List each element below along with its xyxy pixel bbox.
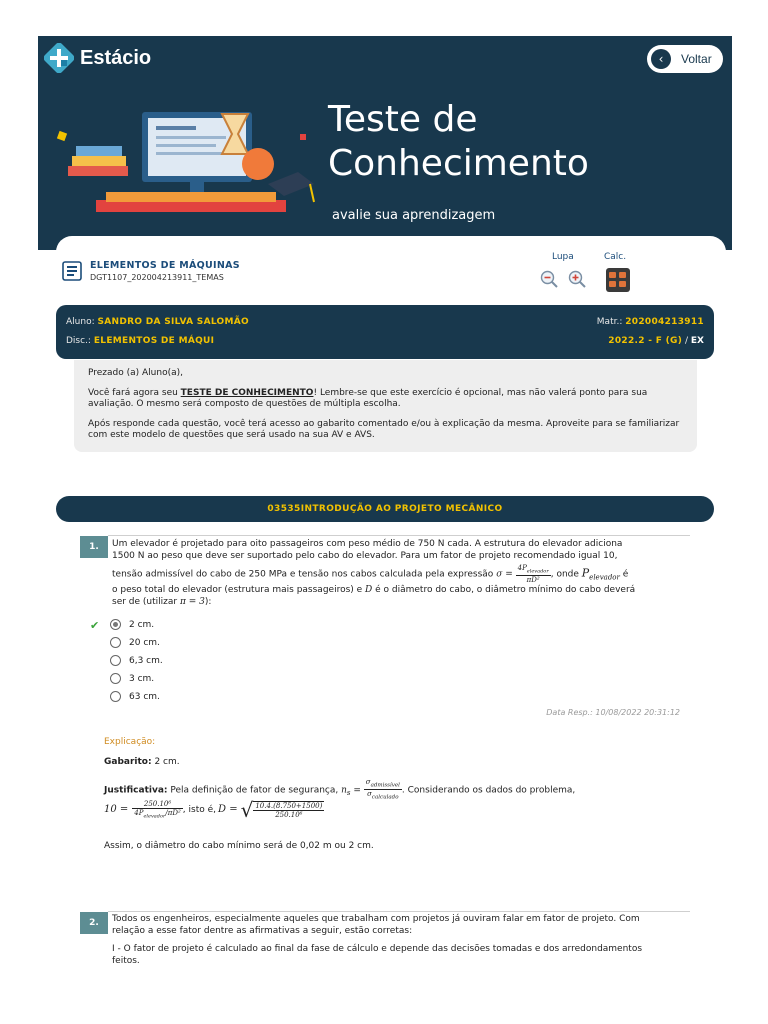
- gabarito-line: [104, 756, 180, 768]
- q1-option-2[interactable]: [110, 637, 160, 648]
- eq2-root-num: 10.4.(8.750+1500): [255, 802, 323, 811]
- ns-symbol: n: [341, 785, 347, 796]
- student-row-2: [66, 336, 704, 346]
- back-button[interactable]: [647, 45, 723, 73]
- q1-pi: π = 3: [179, 597, 205, 608]
- conclusion: Assim, o diâmetro do cabo mínimo será de 0,02 m ou 2 cm.: [104, 841, 374, 851]
- eq2-lhs: 10 =: [104, 804, 129, 816]
- q1-d-symbol: D: [365, 585, 373, 596]
- eq2-den-b: /πD²: [165, 809, 181, 817]
- eq2-num: 250.10⁶: [132, 800, 183, 809]
- q2-item-1-line-1: I - O fator de projeto é calculado ao final da fase de cálculo e depende das decisões tomadas e dos arredondamentos: [112, 944, 643, 954]
- q1-option-5[interactable]: [110, 691, 160, 702]
- question-2-divider: [108, 911, 690, 912]
- equation-line: [104, 798, 704, 823]
- q1-line-2: 1500 N ao peso que deve ser suportado pelo cabo do elevador. Para um fator de projeto recomendado igual 10,: [112, 551, 618, 561]
- course-name: ELEMENTOS DE MÁQUINAS: [90, 260, 240, 271]
- sf-den: σ: [367, 790, 372, 799]
- q1-frac-num: 4P: [517, 564, 527, 572]
- intro-p1-after: ! Lembre-se que este exercício é opcional, mas não valerá ponto para sua avaliação. O mesmo será composto de questões de múltipla escolha.: [88, 387, 648, 409]
- question-2-number: 2.: [80, 912, 108, 934]
- gabarito-value: 2 cm.: [151, 757, 180, 767]
- justification-text-a: Pela definição de fator de segurança,: [167, 785, 342, 796]
- q1-option-1[interactable]: [110, 619, 154, 630]
- sf-num-sub: admissível: [370, 782, 400, 789]
- q1-line-4-a: o peso total do elevador (estrutura mais passageiros) e: [112, 585, 366, 596]
- q1-line-5-b: ):: [204, 597, 212, 608]
- q2-item-1-line-2: feitos.: [112, 956, 140, 966]
- q1-option-4-label: 3 cm.: [129, 673, 155, 684]
- q1-frac-num-sub: elevador: [526, 568, 549, 575]
- q1-option-3[interactable]: [110, 655, 163, 666]
- q1-line-3-c: é: [619, 569, 629, 580]
- gabarito-label: Gabarito:: [104, 757, 152, 767]
- q1-p-symbol: P: [581, 566, 590, 580]
- course-book-icon: [62, 261, 82, 281]
- q1-line-1: Um elevador é projetado para oito passageiros com peso médio de 750 N cada. A estrutura do elevador adiciona: [112, 539, 623, 549]
- q1-option-1-radio[interactable]: [110, 619, 121, 630]
- intro-p1-bold: TESTE DE CONHECIMENTO: [180, 387, 314, 398]
- q1-sigma: σ =: [496, 569, 513, 580]
- q1-option-5-label: 63 cm.: [129, 691, 160, 702]
- response-date: Data Resp.: 10/08/2022 20:31:12: [546, 708, 680, 717]
- q2-line-1: Todos os engenheiros, especialmente aqueles que trabalham com projetos já ouviram falar em fator de projeto. Com: [112, 914, 640, 924]
- matr-label: Matr.:: [596, 317, 623, 327]
- sf-num: σ: [365, 778, 371, 786]
- zoom-out-icon[interactable]: [540, 270, 558, 288]
- hero-illustration: [52, 94, 322, 218]
- period-value: 2022.2 - F (G): [608, 336, 683, 346]
- question-1-divider: [108, 535, 690, 536]
- explanation-title: Explicação:: [104, 737, 156, 747]
- aluno-label: Aluno:: [66, 317, 95, 327]
- course-code: DGT1107_202004213911_TEMAS: [90, 273, 224, 282]
- eq2-den-a: 4P: [134, 809, 144, 817]
- q1-line-3-a: tensão admissível do cabo de 250 MPa e tensão nos cabos calculada pela expressão: [112, 569, 497, 580]
- matr-value: 202004213911: [625, 317, 704, 327]
- q1-line-3: [112, 564, 702, 584]
- question-1-text: [112, 538, 702, 608]
- tools-panel: [538, 252, 638, 296]
- estacio-logo-icon: [44, 43, 74, 73]
- page-title: [328, 98, 589, 186]
- justification-label: Justificativa:: [104, 785, 168, 796]
- ns-eq: =: [350, 785, 361, 796]
- aluno-name: SANDRO DA SILVA SALOMÃO: [97, 317, 249, 327]
- safety-factor-fraction: [364, 778, 402, 802]
- eq2-mid: , isto é,: [182, 805, 217, 816]
- q1-option-4-radio[interactable]: [110, 673, 121, 684]
- page-title-line1: Teste de: [328, 99, 478, 140]
- section-title-bar: 03535INTRODUÇÃO AO PROJETO MECÂNICO: [56, 496, 714, 522]
- q1-option-2-label: 20 cm.: [129, 637, 160, 648]
- eq2-d: D =: [218, 804, 238, 816]
- question-2-text: [112, 913, 702, 967]
- q1-option-5-radio[interactable]: [110, 691, 121, 702]
- back-button-label: Voltar: [681, 52, 712, 66]
- sf-den-sub: calculado: [371, 794, 399, 801]
- student-info-bar: [56, 305, 714, 359]
- sqrt-icon: √: [240, 798, 254, 823]
- eq2-root-fraction: [253, 801, 324, 819]
- intro-box: [74, 360, 697, 452]
- q1-p-sub: elevador: [589, 573, 620, 582]
- q1-line-4-b: é o diâmetro do cabo, o diâmetro mínimo do cabo deverá: [372, 585, 636, 596]
- header-banner: [38, 36, 732, 250]
- q2-line-2: relação a esse fator dentre as afirmativas a seguir, estão corretas:: [112, 926, 413, 936]
- intro-paragraph-2: Após responde cada questão, você terá acesso ao gabarito comentado e/ou à explicação da mesma. Aproveite para se familiarizar com este modelo de questões que será usado na sua AV e AVS.: [88, 418, 680, 440]
- intro-p1-before: Você fará agora seu: [88, 387, 181, 398]
- question-1-number: 1.: [80, 536, 108, 558]
- period-type: EX: [690, 336, 704, 346]
- page-subtitle: avalie sua aprendizagem: [332, 208, 496, 223]
- page-title-line2: Conhecimento: [328, 143, 589, 184]
- zoom-in-icon[interactable]: [568, 270, 586, 288]
- calculator-icon[interactable]: [606, 268, 630, 292]
- period-separator: /: [684, 336, 689, 346]
- justification-line: [104, 778, 704, 802]
- q1-option-4[interactable]: [110, 673, 154, 684]
- q1-frac-den: πD²: [526, 576, 540, 585]
- brand-name: Estácio: [80, 46, 152, 69]
- back-arrow-icon: ‹: [651, 49, 671, 69]
- q1-line-4: [112, 584, 702, 596]
- course-info: [62, 260, 240, 282]
- q1-option-1-label: 2 cm.: [129, 619, 155, 630]
- q1-option-2-radio[interactable]: [110, 637, 121, 648]
- q1-line-3-b: , onde: [550, 569, 582, 580]
- estacio-logo[interactable]: [44, 43, 151, 73]
- eq2-den-sub: elevador: [143, 813, 166, 820]
- eq2-fraction: [132, 800, 183, 820]
- intro-greeting: Prezado (a) Aluno(a),: [88, 368, 183, 378]
- q1-stress-fraction: [516, 564, 551, 584]
- disc-value: ELEMENTOS DE MÁQUI: [93, 336, 215, 346]
- ns-sub: s: [346, 789, 351, 798]
- intro-paragraph-1: [88, 388, 683, 411]
- q1-line-5: [112, 596, 702, 608]
- q1-option-3-radio[interactable]: [110, 655, 121, 666]
- zoom-label: Lupa: [552, 252, 574, 262]
- student-row-1: [66, 317, 704, 327]
- disc-label: Disc.:: [66, 336, 91, 346]
- justification-text-b: . Considerando os dados do problema,: [401, 785, 576, 796]
- correct-check-icon: ✔: [90, 619, 100, 632]
- q1-line-5-a: ser de (utilizar: [112, 597, 180, 608]
- q1-option-3-label: 6,3 cm.: [129, 655, 163, 666]
- calc-label: Calc.: [604, 252, 627, 262]
- eq2-root-den: 250.10⁶: [275, 811, 303, 820]
